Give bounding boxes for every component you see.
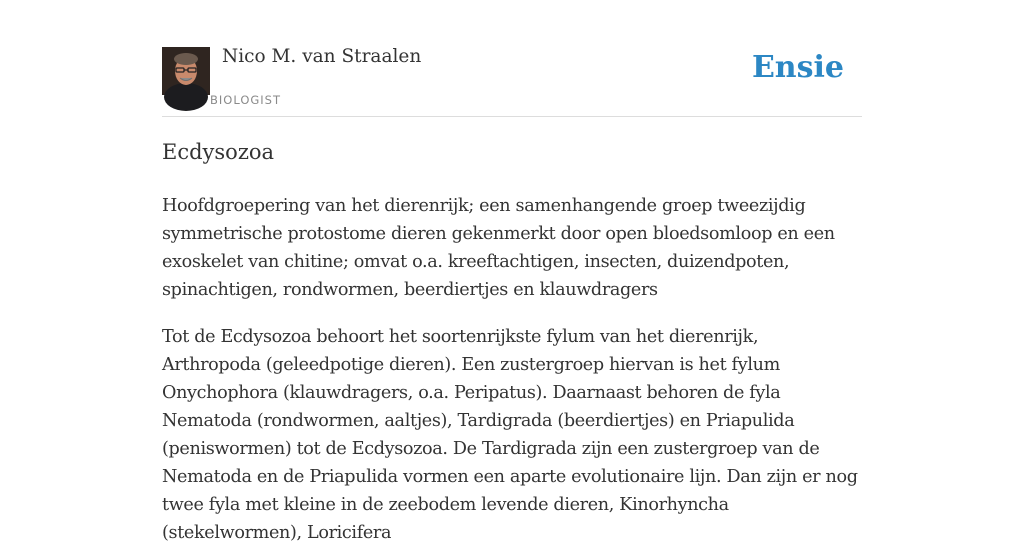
- article-container: [162, 0, 862, 543]
- entry-explanation: Tot de Ecdysozoa behoort het soortenrijkste fylum van het dierenrijk, Arthropoda (geleedpotige dieren). Een zustergroep hiervan is het fylum Onychophora (klauwdragers, o.a. Peripatus). Daarnaast behoren de fyla Nematoda (rondwormen, aaltjes), Tardigrada (beerdiertjes) en Priapulida (peniswormen) tot de Ecdysozoa. De Tardigrada zijn een zustergroep van de Nematoda en de Priapulida vormen een aparte evolutionaire lijn. Dan zijn er nog twee fyla met kleine in de zeebodem levende dieren, Kinorhyncha (stekelwormen), Loricifera: [162, 327, 858, 543]
- author-role: BIOLOGIST: [210, 93, 282, 107]
- ensie-logo[interactable]: Ensie: [751, 50, 844, 85]
- author-name[interactable]: Nico M. van Straalen: [222, 46, 422, 67]
- author-avatar[interactable]: [162, 47, 210, 95]
- author-photo: [162, 47, 210, 95]
- author-header: [162, 0, 862, 117]
- entry-definition: Hoofdgroepering van het dierenrijk; een samenhangende groep tweezijdig symmetrische protostome dieren gekenmerkt door open bloedsomloop en een exoskelet van chitine; omvat o.a. kreeftachtigen, insecten, duizendpoten, spinachtigen, rondwormen, beerdiertjes en klauwdragers: [162, 196, 835, 300]
- entry-title: Ecdysozoa: [162, 140, 275, 164]
